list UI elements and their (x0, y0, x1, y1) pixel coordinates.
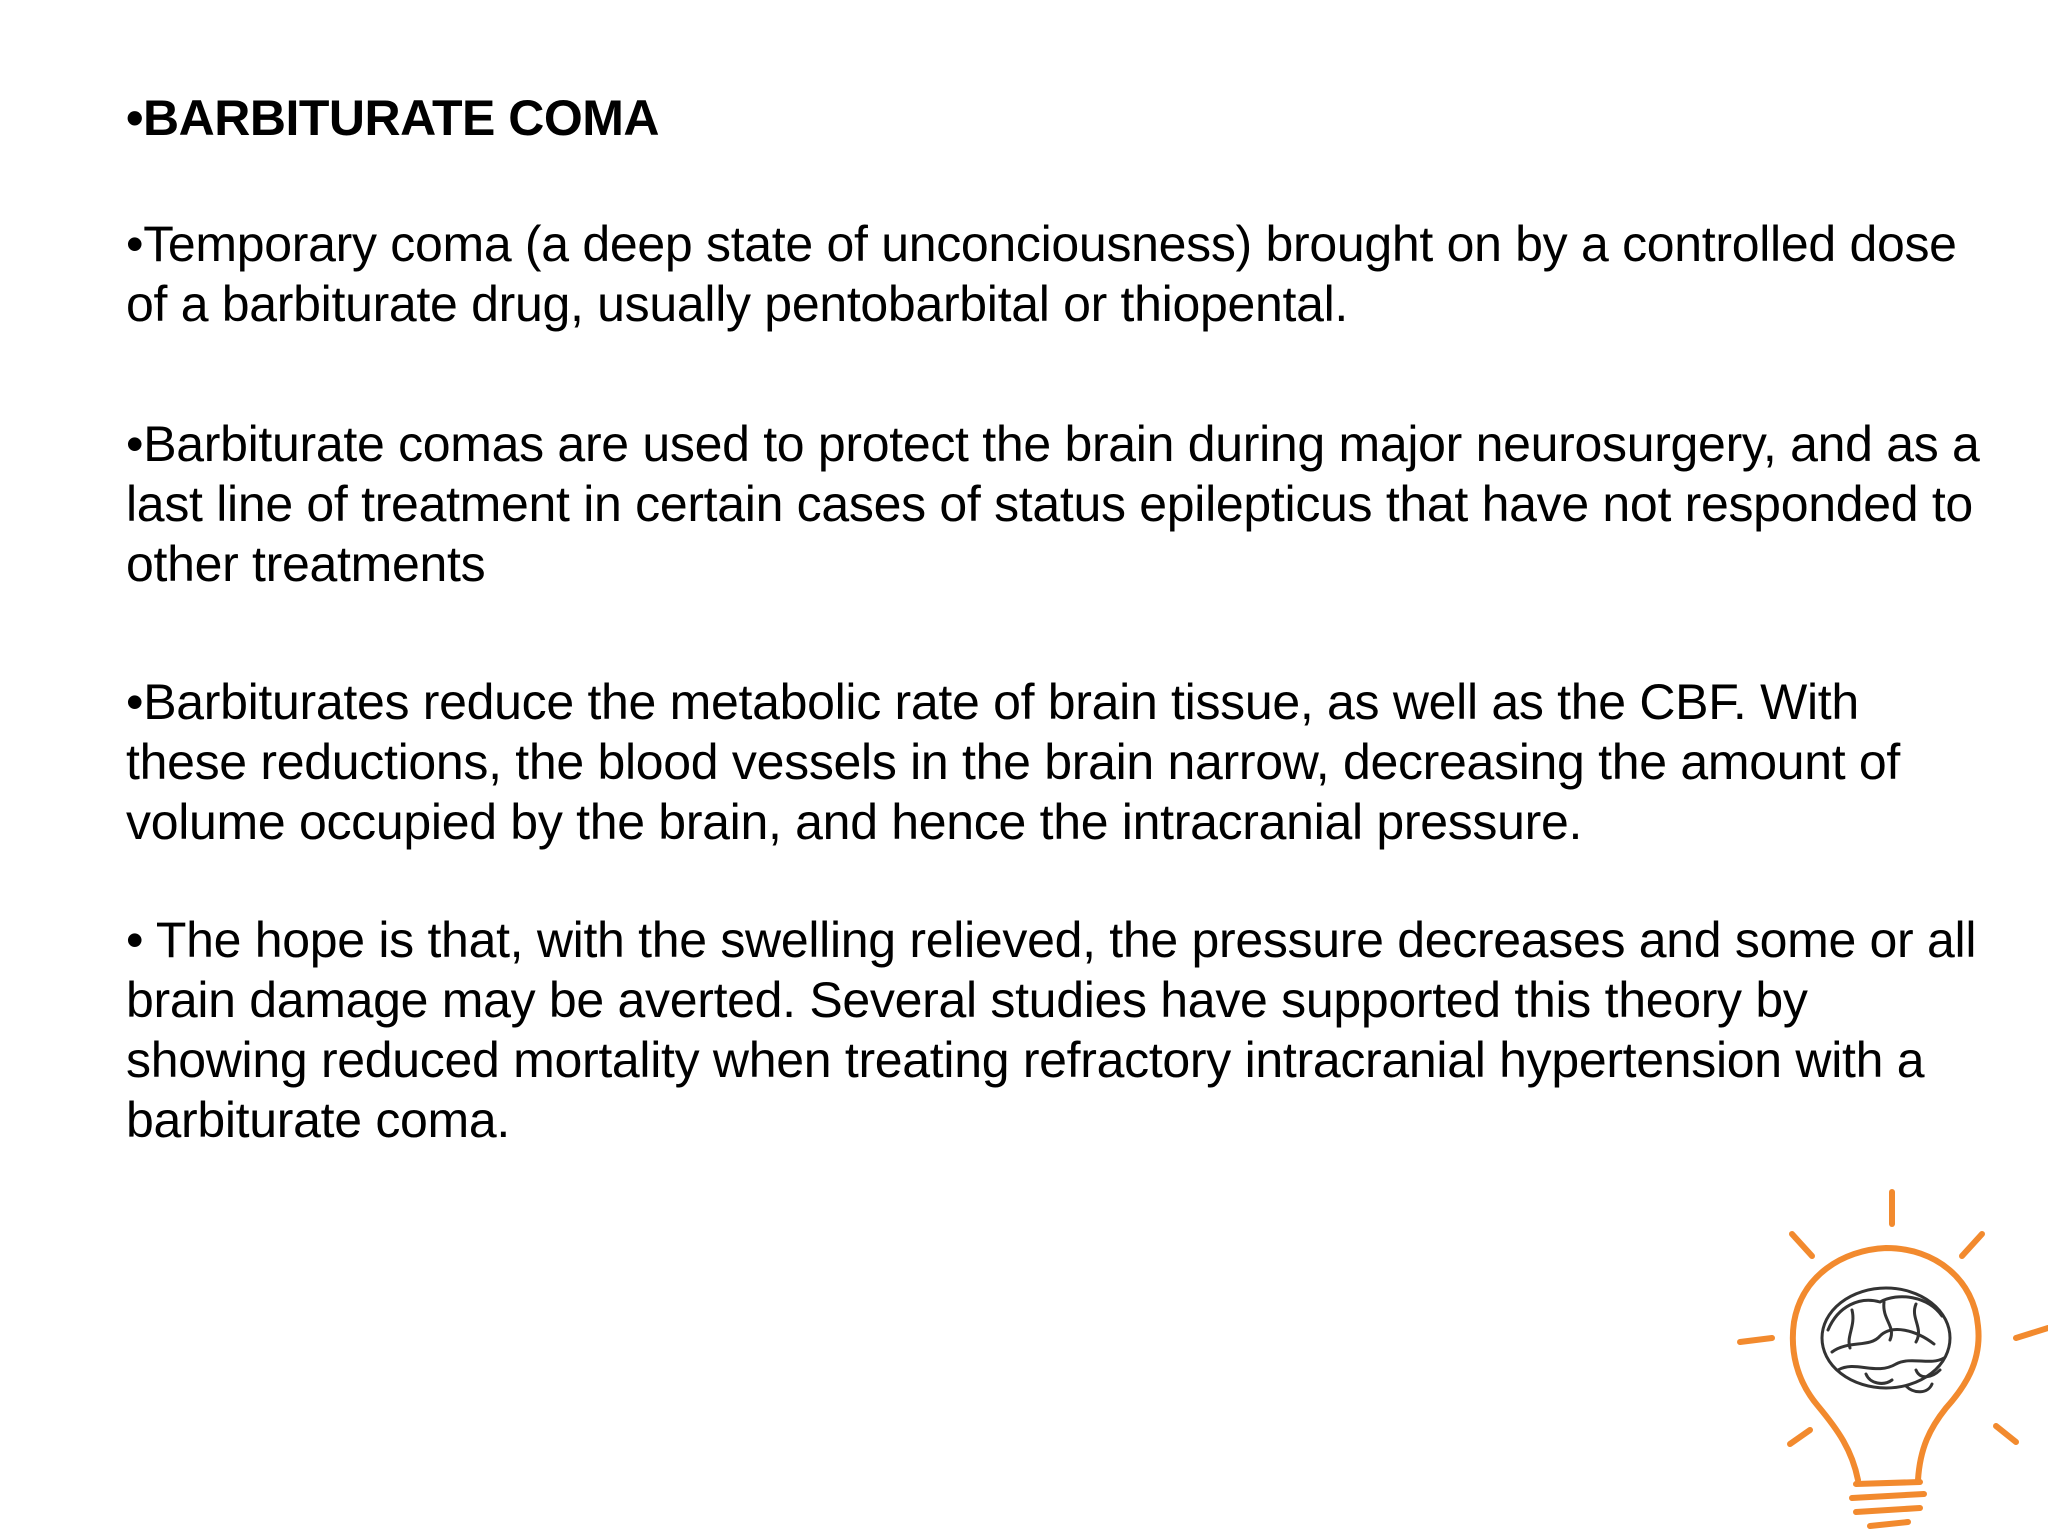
bulb-outline (1793, 1248, 1979, 1480)
bullet-paragraph-4: • The hope is that, with the swelling relieved, the pressure decreases and some or all brain damage may be averted. Several studies have supported this theory by showing reduced mortality when treating refractory intracranial hypertension with a barbiturate coma. (126, 912, 1977, 1148)
bulb-ray-upper-left (1792, 1234, 1812, 1256)
bulb-ray-left (1740, 1338, 1772, 1342)
slide-heading: •BARBITURATE COMA (126, 90, 660, 146)
brain-icon (1822, 1288, 1950, 1392)
bullet-paragraph-1: •Temporary coma (a deep state of unconciousness) brought on by a controlled dose of a barbiturate drug, usually pentobarbital or thiopental. (126, 216, 1957, 332)
bulb-base (1852, 1482, 1924, 1526)
bulb-ray-right (2016, 1328, 2048, 1338)
bulb-ray-upper-right (1962, 1234, 1982, 1256)
lightbulb-brain-icon (1720, 1180, 2048, 1536)
bullet-paragraph-2: •Barbiturate comas are used to protect the brain during major neurosurgery, and as a last line of treatment in certain cases of status epilepticus that have not responded to other treatments (126, 416, 1980, 592)
bullet-paragraph-3: •Barbiturates reduce the metabolic rate of brain tissue, as well as the CBF. With these reductions, the blood vessels in the brain narrow, decreasing the amount of volume occupied by the brain, and hence the intracranial pressure. (126, 674, 1901, 850)
slide-content (126, 88, 1986, 1150)
bulb-ray-lower-right (1996, 1426, 2016, 1442)
bulb-ray-lower-left (1790, 1430, 1810, 1444)
